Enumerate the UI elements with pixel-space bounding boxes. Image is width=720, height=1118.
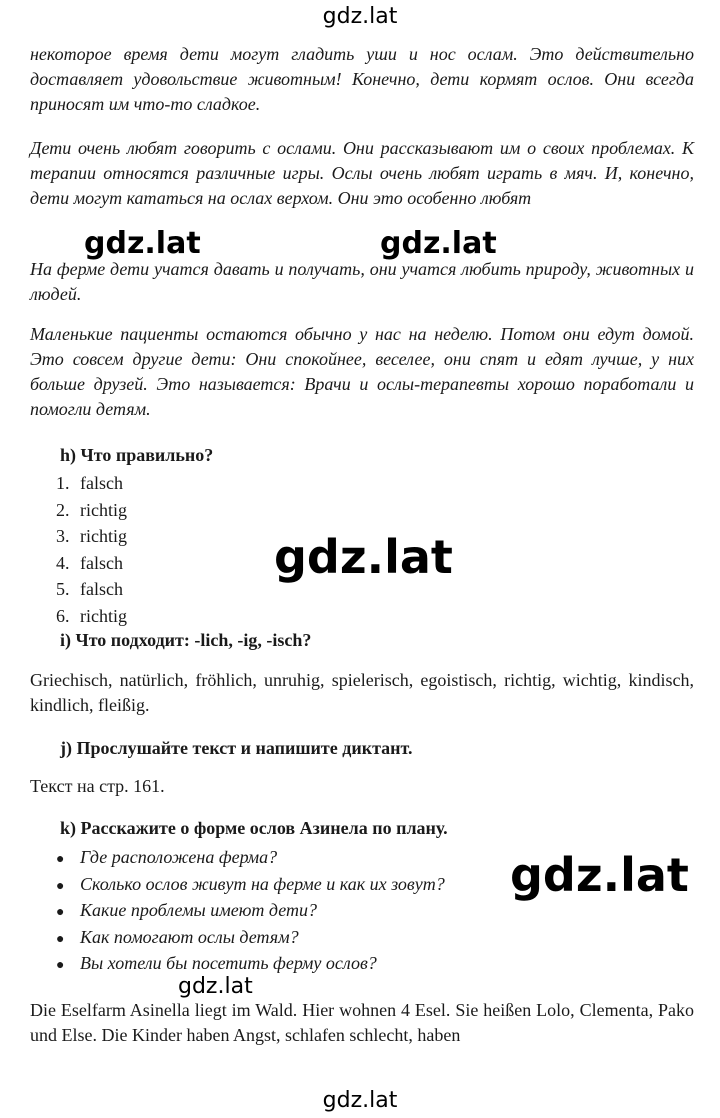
plan-question: Как помогают ослы детям?	[80, 926, 299, 947]
item-number: 1.	[56, 473, 70, 493]
paragraph-3: На ферме дети учатся давать и получать, они учатся любить природу, животных и людей.	[30, 259, 694, 304]
answer-list	[56, 470, 127, 629]
watermark-top: gdz.lat	[322, 4, 398, 29]
watermark-mid-left: gdz.lat	[84, 226, 201, 261]
paragraph-1: некоторое время дети могут гладить уши и нос ослам. Это действительно доставляет удовольствие животным! Конечно, дети кормят ослов. Они всегда приносят им что-то сладкое.	[30, 44, 694, 114]
item-answer: richtig	[80, 526, 127, 546]
plan-question: Сколько ослов живут на ферме и как их зовут?	[80, 873, 445, 894]
item-number: 6.	[56, 605, 70, 626]
item-answer: falsch	[80, 552, 123, 573]
bullet-icon: ●	[56, 958, 65, 973]
paragraph-2: Дети очень любят говорить с ослами. Они рассказывают им о своих проблемах. К терапии относятся различные игры. Ослы очень любят играть в мяч. И, конечно, дети могут кататься на ослах верхом. Они это особенно любят	[30, 138, 694, 208]
watermark-bottom: gdz.lat	[322, 1088, 398, 1113]
bullet-icon: ●	[56, 878, 65, 894]
plan-question: Вы хотели бы посетить ферму ослов?	[80, 953, 377, 973]
section-h-heading: h) Что правильно?	[60, 445, 214, 465]
list-item	[56, 576, 127, 603]
item-number: 5.	[56, 579, 70, 599]
section-k-text: Die Eselfarm Asinella liegt im Wald. Hier wohnen 4 Esel. Sie heißen Lolo, Clementa, Pako und Else. Die Kinder haben Angst, schlafen schlecht, haben	[30, 1000, 694, 1045]
watermark-small: gdz.lat	[178, 974, 253, 999]
list-item	[56, 844, 445, 871]
section-i-text: Griechisch, natürlich, fröhlich, unruhig, spielerisch, egoistisch, richtig, wichtig, kindisch, kindlich, fleißig.	[30, 670, 694, 715]
section-k-heading: k) Расскажите о форме ослов Азинела по плану.	[60, 818, 448, 838]
plan-question: Какие проблемы имеют дети?	[80, 900, 317, 920]
list-item	[56, 523, 127, 550]
item-number: 2.	[56, 499, 70, 520]
plan-list	[56, 844, 445, 977]
list-item	[56, 950, 445, 977]
section-j-heading: j) Прослушайте текст и напишите диктант.	[60, 738, 413, 758]
list-item	[56, 897, 445, 924]
item-number: 4.	[56, 552, 70, 573]
list-item	[56, 924, 445, 951]
item-answer: falsch	[80, 579, 123, 599]
item-answer: falsch	[80, 473, 123, 493]
paragraph-4: Маленькие пациенты остаются обычно у нас на неделю. Потом они едут домой. Это совсем другие дети: Они спокойнее, веселее, они спят и едят лучше, у них больше друзей. Это называется: Врачи и ослы-терапевты хорошо поработали и помогли детям.	[30, 324, 694, 419]
item-number: 3.	[56, 526, 70, 546]
list-item	[56, 470, 127, 497]
item-answer: richtig	[80, 605, 127, 626]
watermark-mid-right: gdz.lat	[380, 226, 497, 261]
bullet-icon: ●	[56, 905, 65, 920]
watermark-right: gdz.lat	[510, 848, 689, 902]
item-answer: richtig	[80, 499, 127, 520]
section-i-heading: i) Что подходит: -lich, -ig, -isch?	[60, 630, 312, 650]
plan-question: Где расположена ферма?	[80, 847, 278, 867]
list-item	[56, 871, 445, 898]
list-item	[56, 497, 127, 524]
watermark-center: gdz.lat	[274, 530, 453, 584]
list-item	[56, 603, 127, 630]
section-j-text: Текст на стр. 161.	[30, 776, 165, 796]
bullet-icon: ●	[56, 852, 65, 867]
list-item	[56, 550, 127, 577]
bullet-icon: ●	[56, 931, 65, 947]
